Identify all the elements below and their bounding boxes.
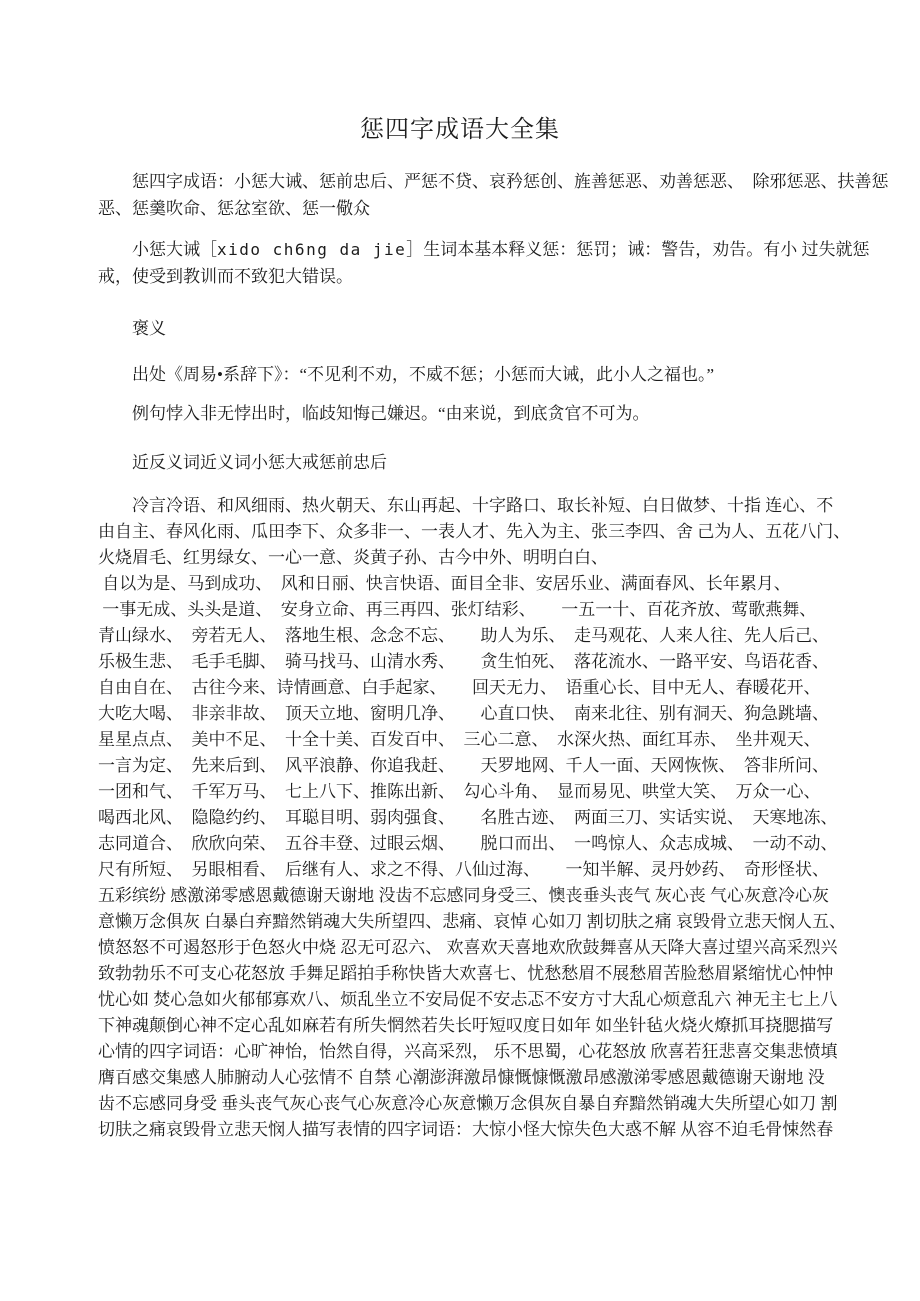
- paragraph-register: 褒义: [132, 319, 166, 338]
- definition-suffix: ］生词本基本释义惩：惩罚；诫：警告，劝告。有小 过失就惩戒，使受到教训而不致犯大错误。: [98, 240, 870, 286]
- page-title: 惩四字成语大全集: [360, 117, 560, 143]
- paragraph-source: 出处《周易•系辞下》：“不见利不劝，不威不惩；小惩而大诫，此小人之福也。”: [132, 365, 715, 384]
- definition-prefix: 小惩大诫［: [132, 240, 217, 259]
- paragraph-idiom-intro: 惩四字成语：小惩大诫、惩前忠后、严惩不贷、哀矜惩创、旌善惩恶、劝善惩恶、 除邪惩恶、扶善惩恶、惩羹吹命、惩忿室欲、惩一儆众: [98, 172, 889, 218]
- paragraph-definition: [98, 236, 890, 290]
- document-page: [0, 115, 920, 1301]
- definition-pinyin: xido ch6ng da jie: [217, 240, 407, 259]
- idiom-list-block: 冷言冷语、和风细雨、热火朝天、东山再起、十字路口、取长补短、白日做梦、十指 连心、不 由自主、春风化雨、瓜田李下、众多非一、一表人才、先入为主、张三李四、舍 己为人、五花八门、 火烧眉毛、红男绿女、一心一意、炎黄子孙、古今中外、明明白白、 自以为是、马到成功、 风和日丽、快言快语、面目全非、安居乐业、满面春风、长年累月、 一事无成、头头是道、 安身立命、再三再四、张灯结彩、 一五一十、百花齐放、莺歌燕舞、 青山绿水、 旁若无人、 落地生根、念念不忘、 助人为乐、 走马观花、人来人往、先人后己、 乐极生悲、 毛手毛脚、 骑马找马、山清水秀、 贪生怕死、 落花流水、一路平安、鸟语花香、 自由自在、 古往今来、诗情画意、白手起家、 回天无力、 语重心长、目中无人、春暖花开、 大吃大喝、 非亲非故、 顶天立地、窗明几净、 心直口快、 南来北往、别有洞天、狗急跳墙、 星星点点、 美中不足、 十全十美、百发百中、 三心二意、 水深火热、面红耳赤、 坐井观天、 一言为定、 先来后到、 风平浪静、你追我赶、 天罗地网、千人一面、天网恢恢、 答非所问、 一团和气、 千军万马、 七上八下、推陈出新、 勾心斗角、 显而易见、哄堂大笑、 万众一心、 喝西北风、 隐隐约约、 耳聪目明、弱肉强食、 名胜古迹、 两面三刀、实话实说、 天寒地冻、 志同道合、 欣欣向荣、 五谷丰登、过眼云烟、 脱口而出、 一鸣惊人、众志成城、 一动不动、 尺有所短、 另眼相看、 后继有人、求之不得、八仙过海、 一知半解、灵丹妙药、 奇形怪状、 五彩缤纷 感激涕零感恩戴德谢天谢地 没齿不忘感同身受三、懊丧垂头丧气 灰心丧 气心灰意冷心灰 意懒万念俱灰 白暴白弃黯然销魂大失所望四、悲痛、哀悼 心如刀 割切肤之痛 哀毁骨立悲天悯人五、 愤怒怒不可遏怒形于色怒火中烧 忍无可忍六、 欢喜欢天喜地欢欣鼓舞喜从天降大喜过望兴高采烈兴 致勃勃乐不可支心花怒放 手舞足蹈拍手称快皆大欢喜七、忧愁愁眉不展愁眉苦脸愁眉紧缩忧心忡忡 忧心如 焚心急如火郁郁寡欢八、烦乱坐立不安局促不安忐忑不安方寸大乱心烦意乱六 神无主七上八 下神魂颠倒心神不定心乱如麻若有所失惘然若失长吁短叹度日如年 如坐针毡火烧火燎抓耳挠腮描写 心情的四字词语：心旷神怡，怡然自得，兴高采烈， 乐不思蜀，心花怒放 欣喜若狂悲喜交集悲愤填 膺百感交集感人肺腑动人心弦情不 自禁 心潮澎湃激昂慷慨慷慨激昂感激涕零感恩戴德谢天谢地 没 齿不忘感同身受 垂头丧气灰心丧气心灰意冷心灰意懒万念俱灰自暴自弃黯然销魂大失所望心如刀 割 切肤之痛哀毁骨立悲天悯人描写表情的四字词语：大惊小怪大惊失色大惑不解 从容不迫毛骨悚然春: [98, 496, 851, 1139]
- paragraph-synonyms: 近反义词近义词小惩大戒惩前忠后: [132, 453, 387, 472]
- paragraph-example: 例句悖入非无悖出时，临歧知悔己嫌迟。“由来说，到底贪官不可为。: [132, 404, 650, 423]
